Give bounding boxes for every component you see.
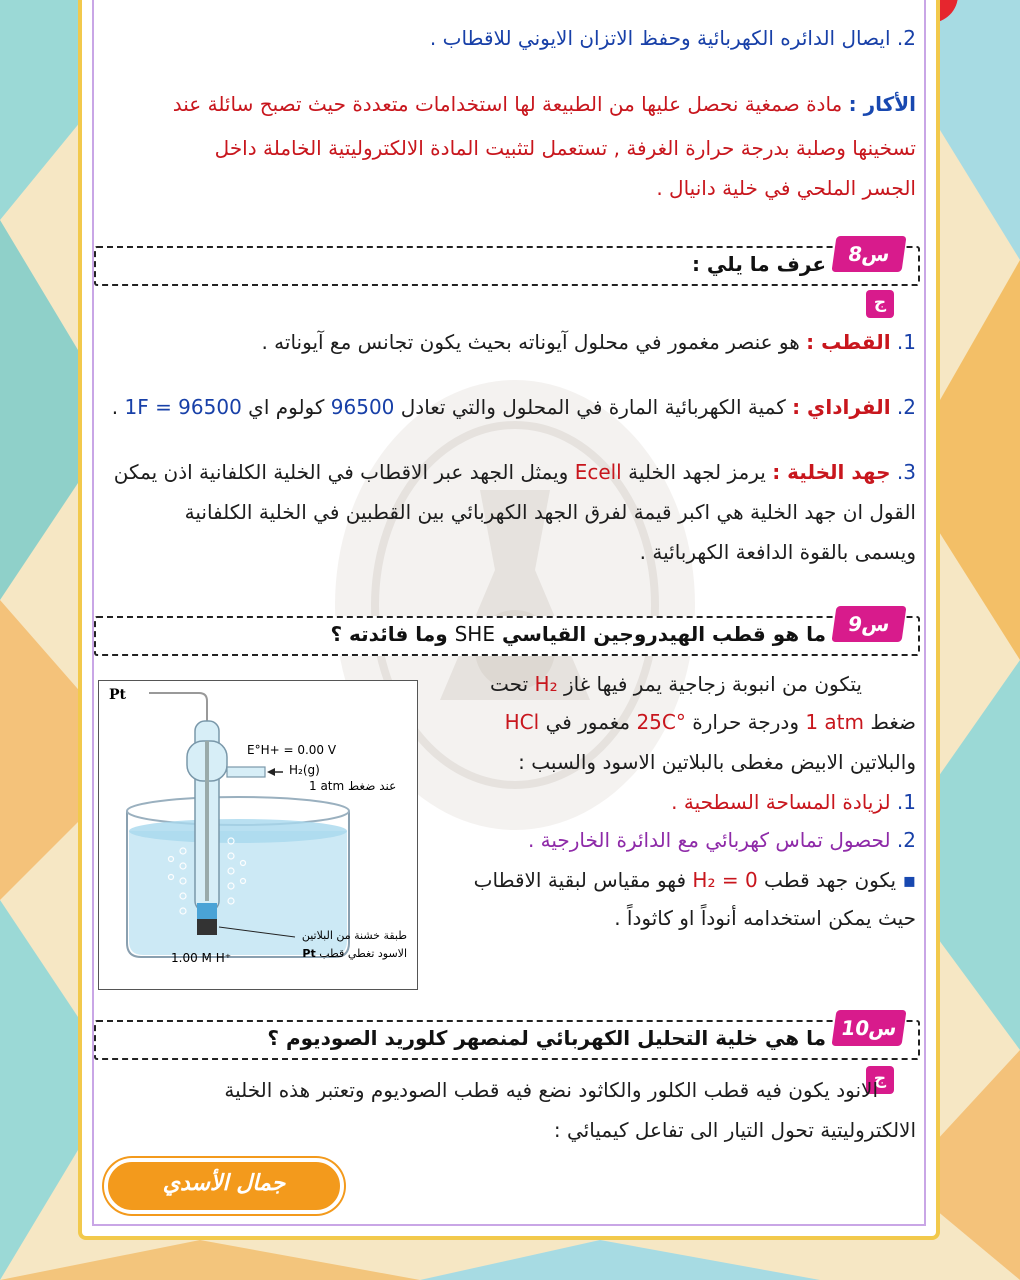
potential-label: E°H+ = 0.00 V <box>247 743 337 757</box>
q9-bullet-line-2: حيث يمكن استخدامه أنوداً او كاثوداً . <box>614 906 916 930</box>
q9-line-1: يتكون من انبوبة زجاجية يمر فيها غاز H₂ تحت <box>490 672 862 696</box>
gas-label: H₂(g) <box>289 763 320 777</box>
agar-line-2: تسخينها وصلبة بدرجة حرارة الغرفة , تستعمل لتثبيت المادة الالكتروليتية الخاملة داخل <box>214 136 916 160</box>
question-tag-q9: س9 <box>831 606 906 642</box>
agar-line-3: الجسر الملحي في خلية دانيال . <box>656 176 916 200</box>
q9-reason-1: 1. لزيادة المساحة السطحية . <box>671 790 916 814</box>
question-text-q9: ما هو قطب الهيدروجين القياسي SHE وما فائدته ؟ <box>330 622 826 646</box>
q10-line-2: الالكتروليتية تحول التيار الى تفاعل كيميائي : <box>553 1118 916 1142</box>
question-bar-q8 <box>94 242 920 286</box>
author-signature <box>104 1158 344 1214</box>
signature-text: جمال الأسدي <box>162 1170 286 1196</box>
black-pt-label-1: طبقة خشنة من البلاتين <box>301 929 407 942</box>
question-text-q8: عرف ما يلي : <box>691 252 826 276</box>
answer-tag-q10: ج <box>866 1066 894 1094</box>
agar-line-1: الأكار : مادة صمغية نحصل عليها من الطبيعة لها استخدامات متعددة حيث تصبح سائلة عند <box>172 92 916 116</box>
question-bar-q10 <box>94 1016 920 1060</box>
question-tag-q10: س10 <box>831 1010 906 1046</box>
pressure-label: عند ضغط 1 atm <box>309 779 397 793</box>
q9-bullet: ▪ يكون جهد قطب H₂ = 0 فهو مقياس لبقية الاقطاب <box>473 868 916 892</box>
q10-line-1: الانود يكون فيه قطب الكلور والكاثود نضع فيه قطب الصوديوم وتعتبر هذه الخلية <box>224 1078 878 1102</box>
she-diagram-drawing <box>99 681 417 989</box>
question-text-q10: ما هي خلية التحليل الكهربائي لمنصهر كلوريد الصوديوم ؟ <box>267 1026 826 1050</box>
q8-item-1: 1. القطب : هو عنصر مغمور في محلول آيوناته بحيث يكون تجانس مع آيوناته . <box>261 330 916 354</box>
answer-tag-q8: ج <box>866 290 894 318</box>
q8-item-3: 3. جهد الخلية : يرمز لجهد الخلية Ecell ويمثل الجهد عبر الاقطاب في الخلية الكلفانية اذن يمكن <box>113 460 916 484</box>
q9-line-3: والبلاتين الابيض مغطى بالبلاتين الاسود والسبب : <box>518 750 916 774</box>
pt-label: Pt <box>109 687 126 703</box>
q8-item-3-line-2: القول ان جهد الخلية هي اكبر قيمة لفرق الجهد الكهربائي بين القطبين في الخلية الكلفانية <box>184 500 916 524</box>
q9-reason-2: 2. لحصول تماس كهربائي مع الدائرة الخارجية . <box>527 828 916 852</box>
bullet-icon: ▪ <box>902 868 916 892</box>
question-bar-q9 <box>94 612 920 656</box>
q8-item-3-line-3: ويسمى بالقوة الدافعة الكهربائية . <box>639 540 916 564</box>
intro-item: 2. ايصال الدائره الكهربائية وحفظ الاتزان الايوني للاقطاب . <box>429 26 916 50</box>
q8-item-2: 2. الفراداي : كمية الكهربائية المارة في المحلول والتي تعادل 96500 كولوم اي 1F = 96500 . <box>111 395 916 419</box>
she-diagram <box>98 680 418 990</box>
question-tag-q8: س8 <box>831 236 906 272</box>
q9-line-2: ضغط 1 atm ودرجة حرارة 25C° مغمور في HCl <box>504 710 916 734</box>
main-content <box>92 0 922 1240</box>
agar-term: الأكار : <box>848 92 916 116</box>
black-pt-label-2: الاسود تغطي قطب Pt <box>302 947 407 960</box>
concentration-label: 1.00 M H⁺ <box>171 951 232 965</box>
